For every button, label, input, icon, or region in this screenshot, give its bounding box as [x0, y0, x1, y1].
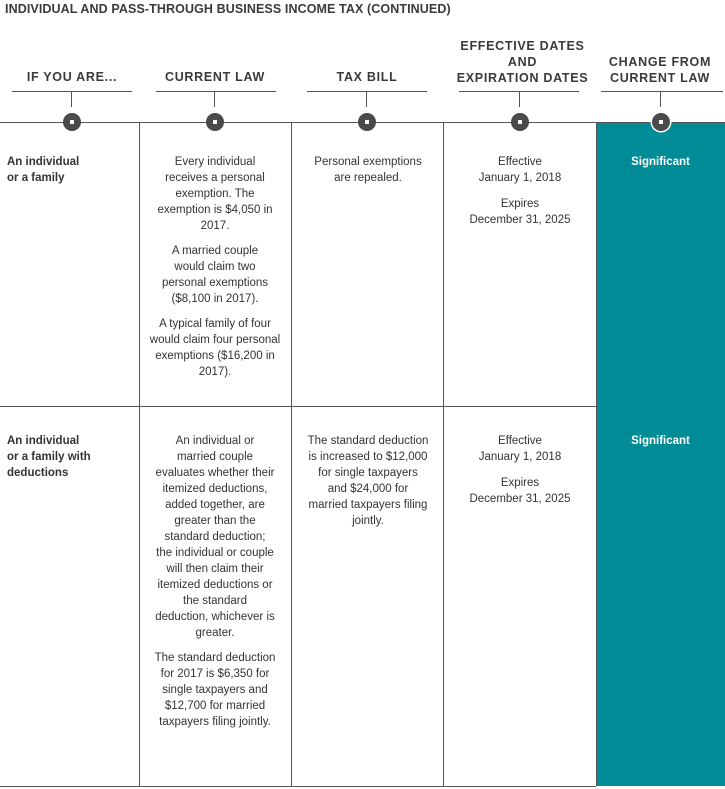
- expires-label: Expires: [500, 477, 540, 489]
- current-law-cell: [149, 433, 281, 739]
- expires-date: December 31, 2025: [469, 493, 571, 505]
- effective-label: Effective: [498, 435, 542, 447]
- timeline-tick: [660, 92, 661, 107]
- column-divider: [596, 122, 597, 786]
- column-header-if-you-are: [2, 69, 142, 85]
- tax-bill-cell: [303, 433, 433, 538]
- header-rule: [307, 91, 427, 92]
- dates-cell: [447, 154, 593, 228]
- expires-date: December 31, 2025: [469, 214, 571, 226]
- current-law-paragraph: A typical family of four would claim four personal exemptions ($16,200 in 2017).: [149, 318, 281, 378]
- column-divider: [443, 122, 444, 786]
- column-divider: [291, 122, 292, 786]
- timeline-node-icon: [358, 113, 376, 131]
- change-column-highlight: [596, 123, 725, 786]
- column-header-change-line2: CURRENT LAW: [609, 71, 711, 85]
- row-label-line: or a family with: [7, 451, 91, 463]
- column-header-current-law: [145, 69, 285, 85]
- header-rule: [601, 91, 723, 92]
- header-rule: [12, 91, 132, 92]
- page-title: INDIVIDUAL AND PASS-THROUGH BUSINESS INCOME TAX (CONTINUED): [5, 2, 451, 16]
- row-label-line: An individual: [7, 156, 80, 168]
- current-law-paragraph: An individual or married couple evaluates whether their itemized deductions, added together, are greater than the standard deduction; the individual or couple will then claim their itemized deductions or the standard deduction, whichever is greater.: [155, 435, 275, 639]
- timeline-tick: [214, 92, 215, 107]
- header-rule: [156, 91, 276, 92]
- dates-cell: [447, 433, 593, 507]
- current-law-paragraph: A married couple would claim two personal exemptions ($8,100 in 2017).: [161, 245, 269, 305]
- change-rating: Significant: [631, 435, 690, 447]
- column-divider: [139, 122, 140, 786]
- expires-label: Expires: [500, 198, 540, 210]
- row-label-line: or a family: [7, 172, 65, 184]
- timeline-node-icon: [63, 113, 81, 131]
- timeline-tick: [519, 92, 520, 107]
- current-law-paragraph: Every individual receives a personal exemption. The exemption is $4,050 in 2017.: [157, 156, 273, 232]
- timeline-node-icon: [206, 113, 224, 131]
- current-law-paragraph: The standard deduction for 2017 is $6,350 for single taxpayers and $12,700 for married taxpayers filing jointly.: [154, 652, 276, 728]
- row-label-line: deductions: [7, 467, 69, 479]
- column-header-effective-dates: [450, 38, 595, 86]
- table-bottom-rule: [0, 786, 596, 787]
- tax-bill-cell: [303, 154, 433, 195]
- row-divider: [0, 406, 596, 407]
- row-label-line: An individual: [7, 435, 80, 447]
- column-header-tax-bill-text: TAX BILL: [336, 70, 398, 84]
- timeline-tick: [366, 92, 367, 107]
- tax-bill-paragraph: Personal exemptions are repealed.: [314, 156, 422, 184]
- column-header-effective-dates-line1: EFFECTIVE DATES: [460, 39, 585, 53]
- tax-bill-paragraph: The standard deduction is increased to $12,000 for single taxpayers and $24,000 for married taxpayers filing jointly.: [307, 435, 429, 527]
- column-header-tax-bill: [297, 69, 437, 85]
- column-header-if-you-are-text: IF YOU ARE...: [26, 70, 118, 84]
- row-label: [7, 433, 135, 481]
- column-header-effective-dates-line3: EXPIRATION DATES: [456, 71, 589, 85]
- column-header-change: [590, 54, 725, 86]
- column-header-change-line1: CHANGE FROM: [608, 55, 712, 69]
- column-header-current-law-text: CURRENT LAW: [164, 70, 266, 84]
- timeline-tick: [71, 92, 72, 107]
- effective-date: January 1, 2018: [478, 172, 562, 184]
- change-rating: Significant: [631, 156, 690, 168]
- timeline-node-icon: [511, 113, 529, 131]
- column-header-effective-dates-line2: AND: [507, 55, 538, 69]
- current-law-cell: [145, 154, 285, 389]
- effective-label: Effective: [498, 156, 542, 168]
- effective-date: January 1, 2018: [478, 451, 562, 463]
- row-label: [7, 154, 135, 186]
- timeline-node-icon: [652, 113, 670, 131]
